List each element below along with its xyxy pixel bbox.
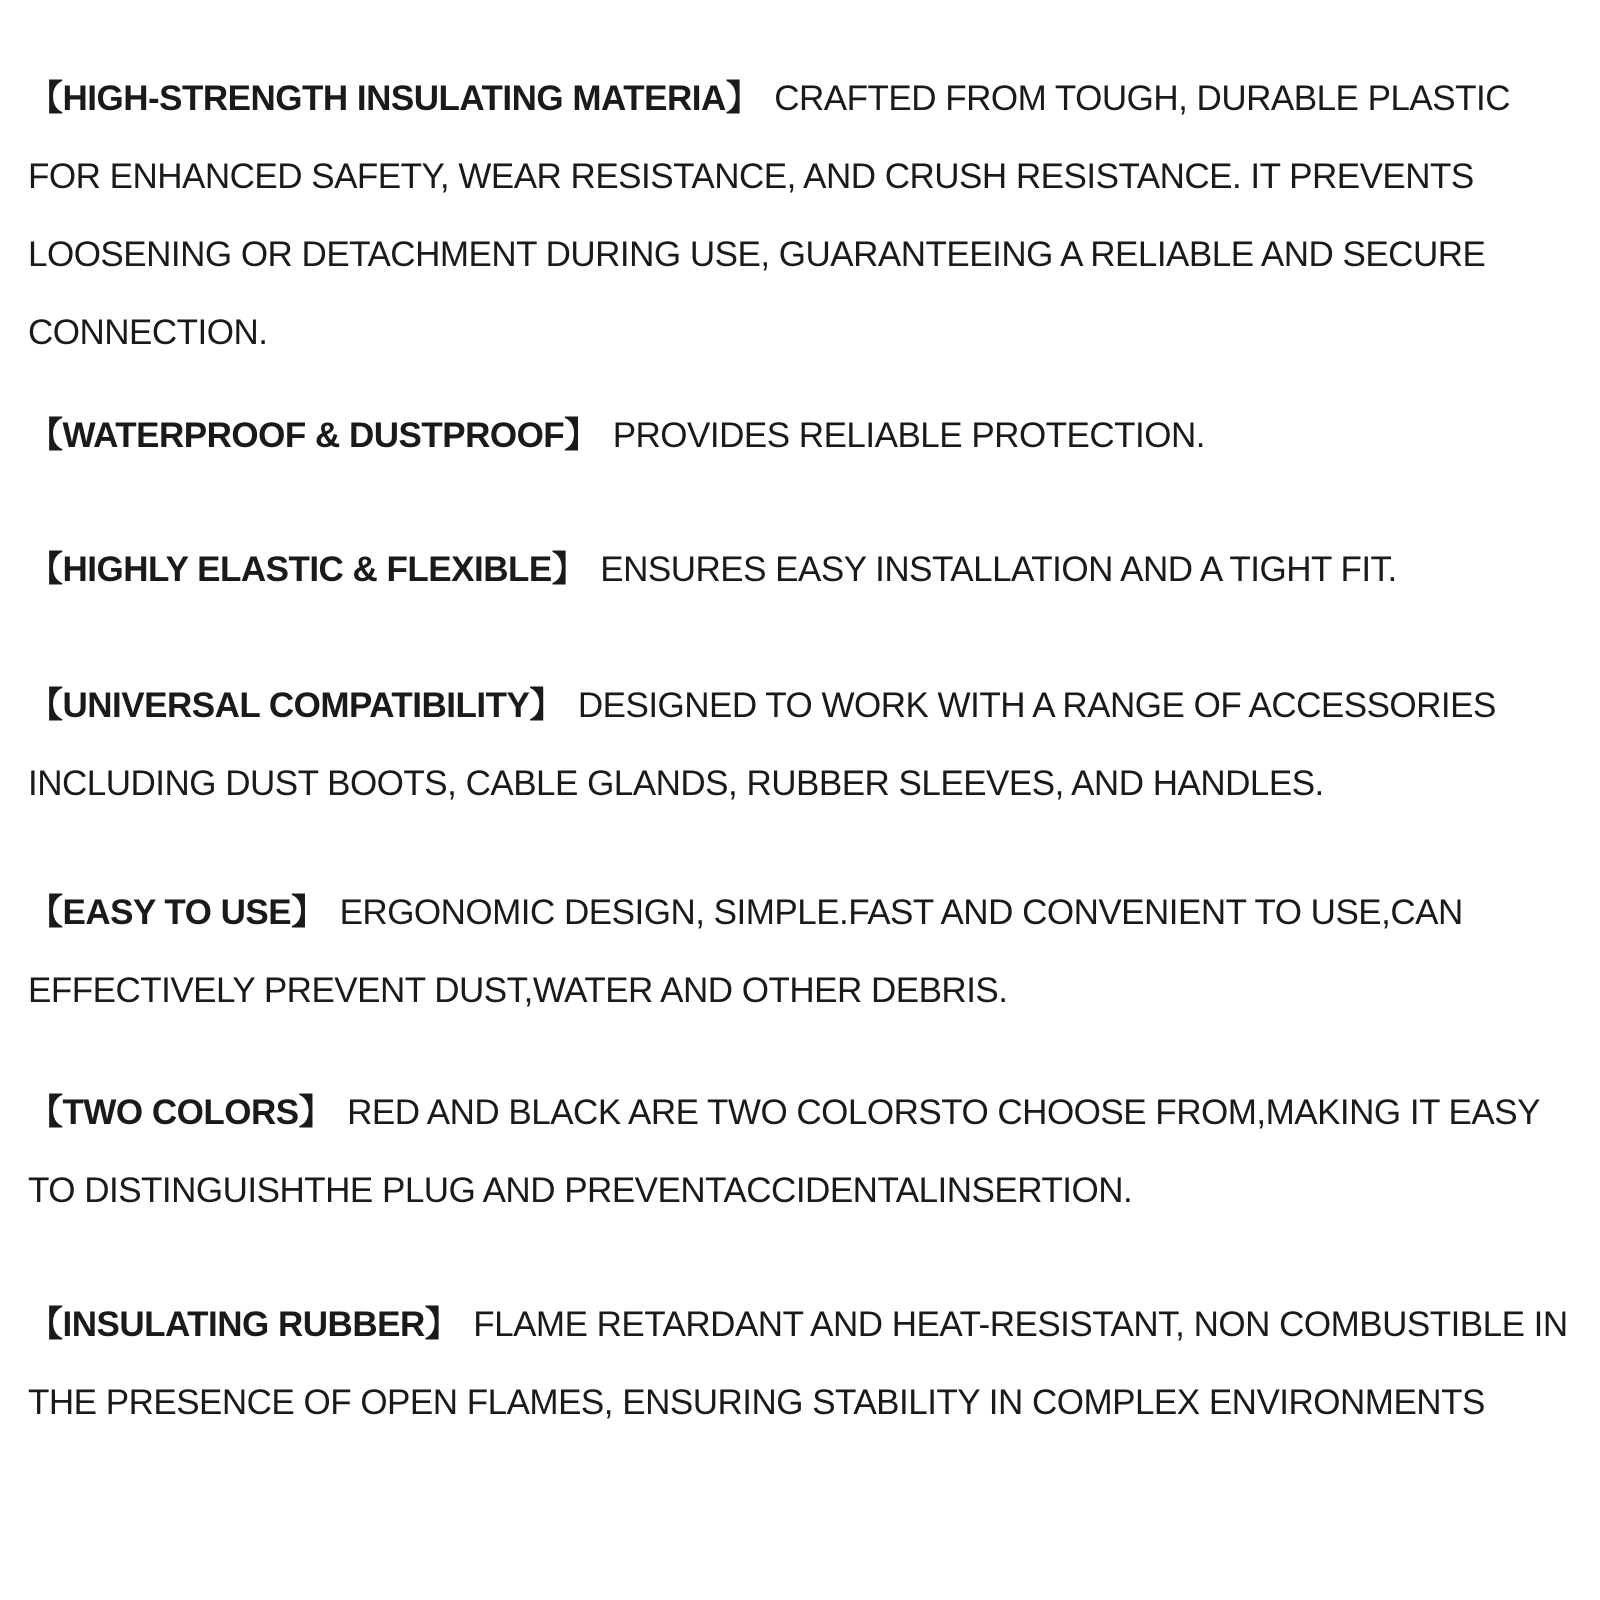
feature-description: FLAME RETARDANT AND HEAT-RESISTANT, NON COMBUSTIBLE IN THE PRESENCE OF OPEN FLAMES, ENSURING STABILITY IN COMPLEX ENVIRONMENTS — [28, 1305, 1568, 1422]
feature-description: RED AND BLACK ARE TWO COLORSTO CHOOSE FROM,MAKING IT EASY TO DISTINGUISHTHE PLUG AND PREVENTACCIDENTALINSERTION. — [28, 1093, 1540, 1210]
feature-high-strength — [28, 60, 1588, 372]
feature-description: ERGONOMIC DESIGN, SIMPLE.FAST AND CONVENIENT TO USE,CAN EFFECTIVELY PREVENT DUST,WATER AND OTHER DEBRIS. — [28, 893, 1463, 1010]
feature-title: 【INSULATING RUBBER】 — [28, 1305, 460, 1344]
feature-title: 【TWO COLORS】 — [28, 1093, 334, 1132]
feature-description: ENSURES EASY INSTALLATION AND A TIGHT FIT. — [600, 550, 1397, 589]
feature-title: 【WATERPROOF & DUSTPROOF】 — [28, 416, 599, 455]
feature-title: 【EASY TO USE】 — [28, 893, 326, 932]
feature-title: 【HIGHLY ELASTIC & FLEXIBLE】 — [28, 550, 587, 589]
feature-description: CRAFTED FROM TOUGH, DURABLE PLASTIC FOR ENHANCED SAFETY, WEAR RESISTANCE, AND CRUSH RESISTANCE. IT PREVENTS LOOSENING OR DETACHMENT DURING USE, GUARANTEEING A RELIABLE AND SECURE CONNECTION. — [28, 79, 1510, 352]
feature-title: 【UNIVERSAL COMPATIBILITY】 — [28, 686, 564, 725]
feature-insulating-rubber — [28, 1286, 1588, 1442]
feature-description: DESIGNED TO WORK WITH A RANGE OF ACCESSORIES INCLUDING DUST BOOTS, CABLE GLANDS, RUBBER SLEEVES, AND HANDLES. — [28, 686, 1496, 803]
feature-title: 【HIGH-STRENGTH INSULATING MATERIA】 — [28, 79, 761, 118]
feature-waterproof — [28, 397, 1588, 475]
feature-elastic — [28, 531, 1588, 609]
feature-compatibility — [28, 667, 1588, 823]
feature-two-colors — [28, 1074, 1588, 1230]
feature-description: PROVIDES RELIABLE PROTECTION. — [612, 416, 1205, 455]
feature-easy-to-use — [28, 874, 1588, 1030]
